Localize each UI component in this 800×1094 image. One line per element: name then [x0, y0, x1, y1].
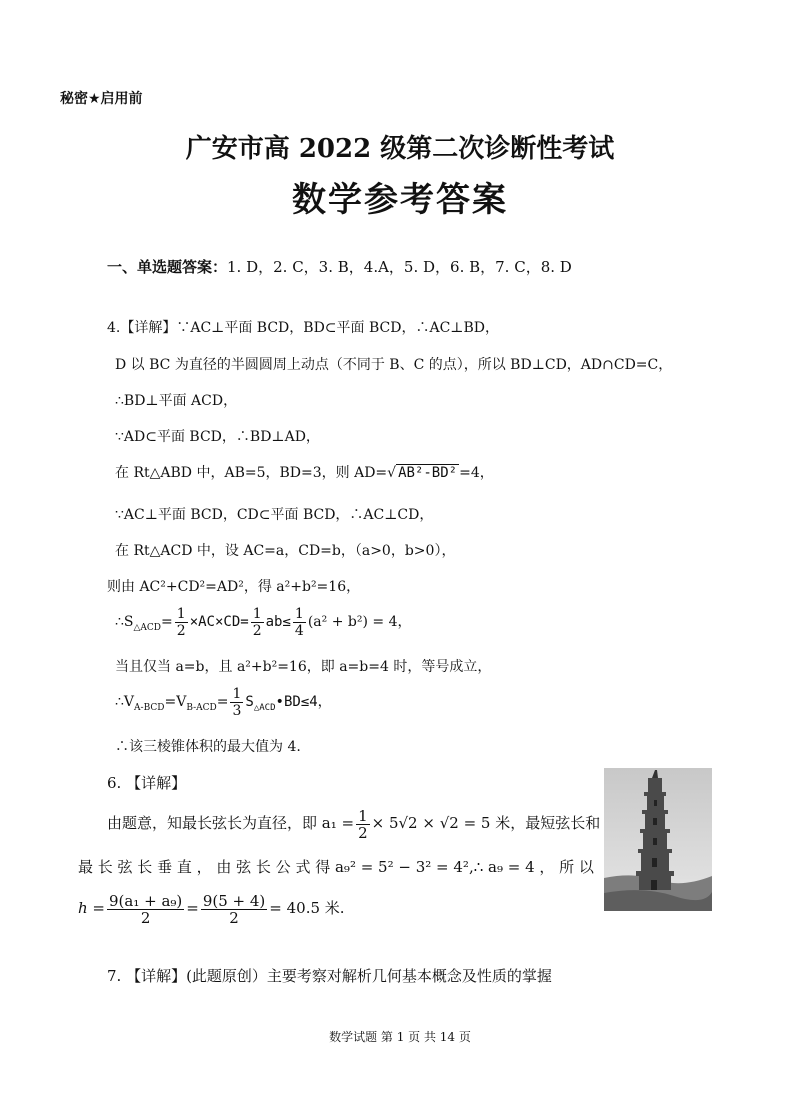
q4-line-11: [115, 685, 332, 725]
fraction-formula: [107, 893, 184, 926]
mc-answers-list: 1. D，2. C，3. B，4.A，5. D，6. B，7. C，8. D: [227, 258, 572, 276]
fraction-half-q6: [356, 808, 370, 841]
q4-line-4: ∵AD⊂平面 BCD，∴BD⊥AD，: [115, 429, 320, 445]
q6-line-1: [107, 803, 600, 843]
q7-line: 7. 【详解】(此题原创）主要考察对解析几何基本概念及性质的掌握: [107, 967, 552, 985]
ab-text: ab≤: [265, 614, 291, 630]
denominator: 2: [229, 908, 239, 927]
q4-line-3: ∴BD⊥平面 ACD，: [115, 393, 238, 409]
q4-line-7: 在 Rt△ACD 中，设 AC=a，CD=b，（a>0，b>0），: [115, 543, 456, 559]
q6-heading: 6. 【详解】: [107, 774, 187, 792]
fraction-third: [230, 686, 243, 719]
volume-bound: •BD≤4，: [275, 694, 332, 710]
volume-equals: =V: [164, 694, 187, 710]
equals: =: [161, 614, 173, 630]
q4-line-6: ∵AC⊥平面 BCD，CD⊂平面 BCD，∴AC⊥CD，: [115, 507, 434, 523]
q4-line-2: D 以 BC 为直径的半圆圆周上动点（不同于 B、C 的点），所以 BD⊥CD，AD∩CD=C，: [115, 357, 673, 373]
q4-line-8: 则由 AC²+CD²=AD²，得 a²+b²=16，: [107, 579, 361, 595]
denominator: 2: [140, 908, 151, 927]
fraction-quarter: [293, 606, 306, 639]
denominator: 3: [232, 702, 242, 719]
sum-squares-text: (a² + b²) = 4，: [307, 614, 412, 630]
q6-line-2: 最 长 弦 长 垂 直 ， 由 弦 长 公 式 得 a₉² = 5² − 3² = 4²,∴ a₉ = 4 ， 所 以: [78, 858, 594, 876]
q6-line-1-text: 由题意，知最长弦长为直径，即 a₁ =: [107, 814, 355, 832]
product-text: ×AC×CD=: [189, 614, 249, 630]
denominator: 2: [252, 622, 262, 639]
fraction-half-2: [251, 606, 264, 639]
denominator: 2: [176, 622, 186, 639]
confidential-label: 秘密★启用前: [60, 91, 143, 107]
equals: =: [216, 694, 229, 710]
volume-subscript-2: B-ACD: [186, 702, 217, 713]
q4-text: ∵AC⊥平面 BCD，BD⊂平面 BCD，∴AC⊥BD，: [176, 320, 499, 336]
sqrt-symbol: √: [387, 465, 397, 481]
q4-line-9: [115, 605, 411, 645]
q4-line-12: ∴该三棱锥体积的最大值为 4.: [115, 739, 301, 755]
answer-key-title: 数学参考答案: [292, 180, 508, 220]
area-symbol: ∴S: [115, 614, 134, 630]
q4-heading: 4.【详解】: [107, 320, 177, 336]
page-footer: 数学试题 第 1 页 共 14 页: [329, 1030, 471, 1044]
equals: =: [186, 899, 199, 917]
h-equals: h =: [78, 899, 105, 917]
pagoda-photo: [604, 768, 712, 911]
q6-line-1-rest: × 5√2 × √2 = 5 米，最短弦长和: [371, 814, 601, 832]
numerator: 1: [176, 605, 186, 622]
area-subscript: △ACD: [133, 622, 162, 633]
area-s: S: [245, 694, 254, 710]
mc-answers-label: 一、单选题答案：: [107, 258, 228, 276]
q4-line-1: [107, 318, 499, 338]
fraction-half: [175, 606, 188, 639]
q6-line-3: [78, 884, 345, 932]
numerator: 1: [232, 685, 242, 702]
numerator: 1: [252, 605, 262, 622]
numerator: 1: [358, 806, 368, 825]
q4-line-5: [115, 463, 494, 483]
fraction-values: [201, 893, 267, 926]
sqrt-expression: AB²-BD²: [398, 465, 458, 481]
denominator: 2: [358, 823, 368, 842]
numerator: 9(5 + 4): [202, 891, 266, 910]
height-result: = 40.5 米.: [269, 899, 345, 917]
denominator: 4: [294, 622, 304, 639]
mc-answers: [107, 256, 572, 277]
numerator: 9(a₁ + a₉): [109, 891, 183, 910]
volume-symbol: ∴V: [115, 694, 135, 710]
volume-subscript-1: A-BCD: [134, 702, 165, 713]
q4-line-5-text: 在 Rt△ABD 中，AB=5，BD=3，则 AD=: [115, 465, 388, 481]
numerator: 1: [294, 605, 304, 622]
q4-line-5-result: =4，: [459, 465, 494, 481]
area-subscript: △ACD: [253, 702, 276, 713]
exam-title: 广安市高 2022 级第二次诊断性考试: [185, 134, 615, 164]
q4-line-10: 当且仅当 a=b，且 a²+b²=16，即 a=b=4 时，等号成立，: [115, 659, 492, 675]
